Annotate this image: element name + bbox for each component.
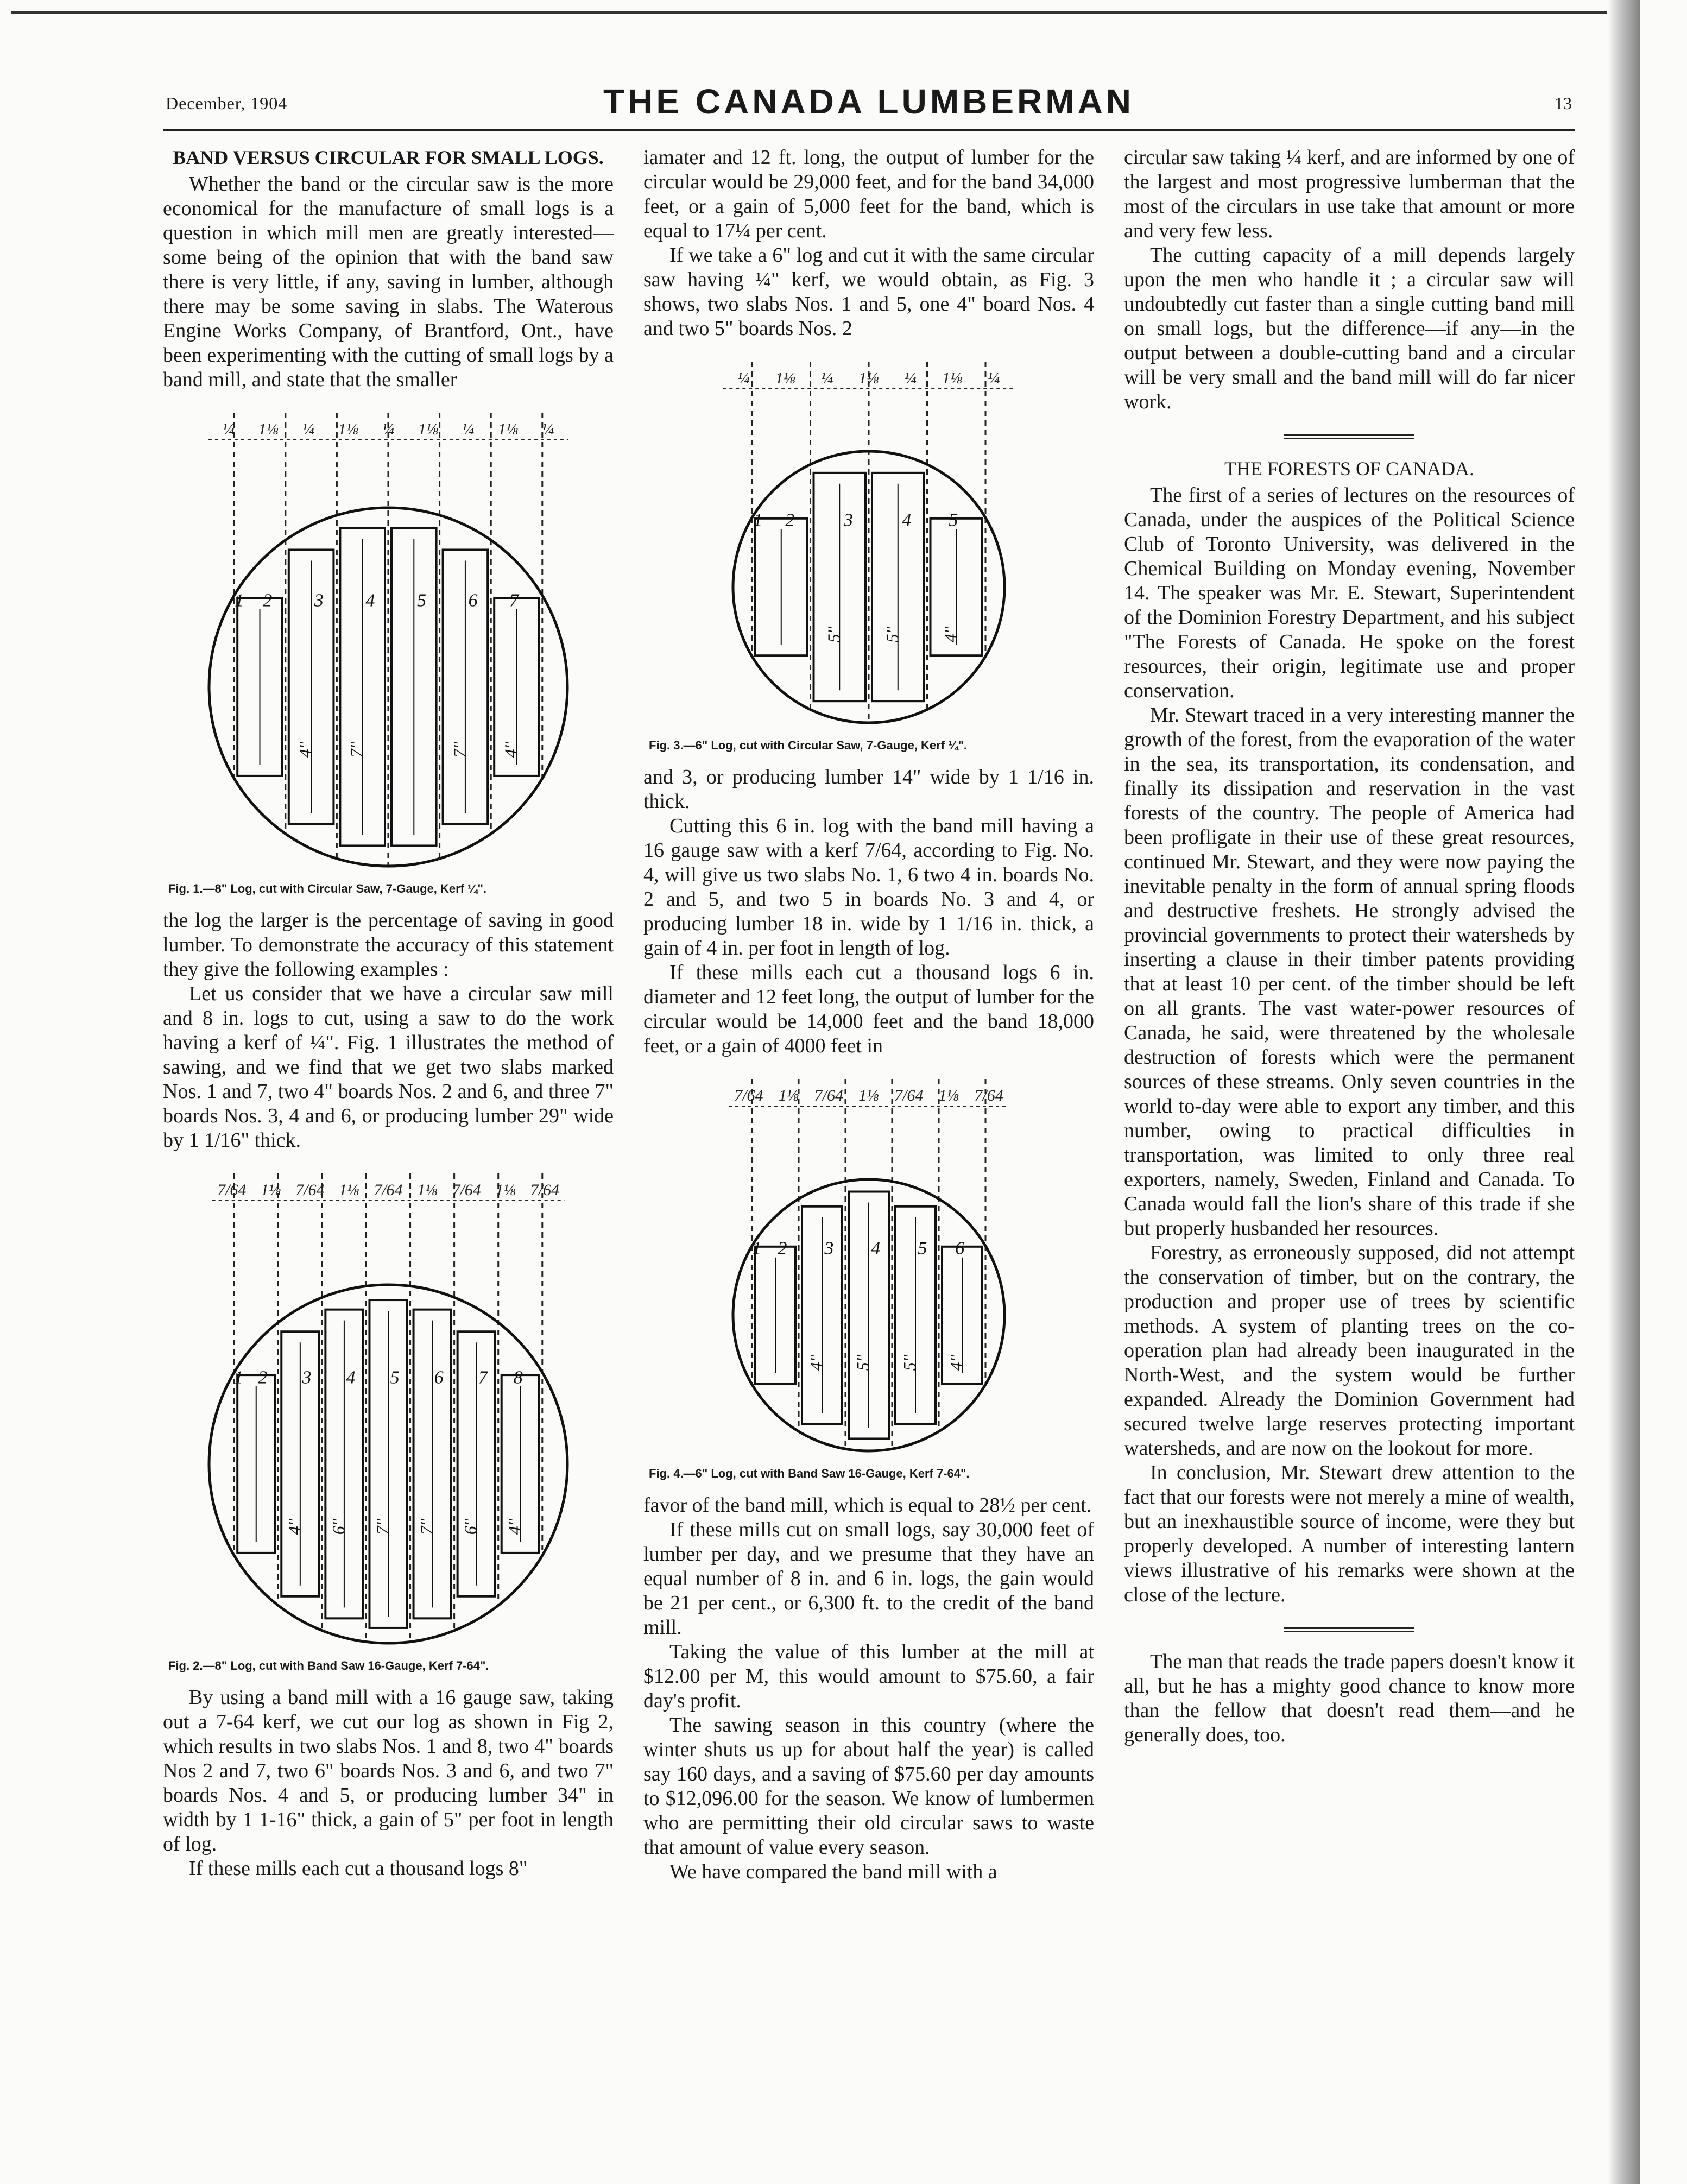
dimension-label: ¼ (542, 420, 554, 438)
dimension-label: ¼ (222, 420, 235, 438)
board-number: 2 (778, 1238, 787, 1259)
board-width-label: 7" (449, 741, 469, 758)
section-separator (1284, 434, 1414, 439)
dimension-label: 7/64 (217, 1181, 247, 1199)
board-number: 5 (390, 1367, 400, 1388)
paragraph: The first of a series of lectures on the resources of Canada, under the auspices of the Political Science Club of Toronto University, was delivered in the Chemical Building on Monday evening, November 14. The speaker was Mr. E. Stewart, Superintendent of the Dominion Forestry Department, and his subject "The Forests of Canada. He spoke on the forest resources, their origin, legitimate use and proper conservation. (1124, 484, 1575, 702)
figure-1 (163, 402, 614, 901)
board-width-label: 4" (501, 741, 521, 758)
board-number: 8 (513, 1367, 523, 1388)
board-number: 4 (365, 590, 375, 611)
figure-caption: Fig. 4.—6" Log, cut with Band Saw 16-Gauge, Kerf 7-64". (649, 1467, 970, 1480)
dimension-label: ¼ (904, 369, 917, 387)
paragraph: Let us consider that we have a circular saw mill and 8 in. logs to cut, using a saw to do the work having a kerf of ¼". Fig. 1 illustrates the method of sawing, and we find that we get two slabs marked Nos. 1 and 7, two 4" boards Nos. 2 and 6, and three 7" boards Nos. 3, 4 and 6, or producing lumber 29" wide by 1 1/16" thick. (163, 982, 614, 1152)
column-1 (163, 146, 614, 1881)
dimension-label: 7/64 (452, 1181, 481, 1199)
board-width-label: 4" (940, 626, 961, 643)
fig1-log-diagram (163, 402, 614, 874)
board-number: 1 (233, 1367, 243, 1388)
board-width-label: 7" (372, 1518, 392, 1535)
figure-2 (163, 1163, 614, 1678)
fig4-log-diagram (643, 1068, 1094, 1459)
dimension-label: 1⅛ (942, 369, 963, 387)
dimension-label: 1⅛ (339, 1181, 359, 1199)
header-rule (163, 129, 1575, 131)
dimension-label: ¼ (820, 369, 833, 387)
board-number: 3 (824, 1238, 834, 1259)
dimension-label: ¼ (302, 420, 315, 438)
dimension-label: 7/64 (530, 1181, 559, 1199)
board-width-label: 4" (806, 1354, 826, 1371)
paragraph: The sawing season in this country (where the winter shuts us up for about half the year) is called say 160 days, and a saving of $75.60 per day amounts to $12,096.00 for the season. We know of lumbermen who are permitting their old circular saws to waste that amount of value every season. (643, 1714, 1094, 1859)
board-width-label: 4" (295, 741, 315, 758)
paragraph: The cutting capacity of a mill depends largely upon the men who handle it ; a circular saw will undoubtedly cut faster than a single cutting band mill on small logs, but the difference—if any—in the output between a double-cutting band and a circular will be very small and the band mill will do far nicer work. (1124, 244, 1575, 413)
board-number: 4 (871, 1238, 881, 1259)
figure-caption: Fig. 2.—8" Log, cut with Band Saw 16-Gauge, Kerf 7-64". (168, 1659, 489, 1672)
board-number: 3 (302, 1367, 312, 1388)
board-number: 1 (752, 1238, 762, 1259)
dimension-label: 1⅛ (858, 369, 879, 387)
paragraph: We have compared the band mill with a (669, 1860, 997, 1883)
dimension-label: 1⅛ (417, 1181, 438, 1199)
paragraph: and 3, or producing lumber 14" wide by 1 1/16 in. thick. (643, 766, 1094, 813)
dimension-label: 1⅛ (338, 420, 359, 438)
dimension-label: 1⅛ (418, 420, 439, 438)
paragraph: By using a band mill with a 16 gauge saw, taking out a 7-64 kerf, we cut our log as shown in Fig 2, which results in two slabs Nos. 1 and 8, two 4" boards Nos 2 and 7, two 6" boards Nos. 3 and 6, and two 7" boards Nos. 4 and 5, or producing lumber 34" in width by 1 1-16" thick, a gain of 5" per foot in length of log. (163, 1686, 614, 1855)
board-number: 1 (753, 510, 763, 531)
dimension-label: 7/64 (974, 1087, 1003, 1104)
figure-caption: Fig. 3.—6" Log, cut with Circular Saw, 7-Gauge, Kerf ¼". (649, 738, 968, 752)
paragraph: In conclusion, Mr. Stewart drew attention to the fact that our forests were not merely a mine of wealth, but an inexhaustible source of income, were they but properly developed. A number of interesting lantern views illustrative of his remarks were shown at the close of the lecture. (1124, 1461, 1575, 1606)
board-width-label: 4" (284, 1518, 304, 1535)
board-number: 5 (949, 510, 958, 531)
dimension-label: 7/64 (295, 1181, 325, 1199)
column-3 (1124, 146, 1575, 1747)
board-number: 2 (258, 1367, 268, 1388)
dimension-label: 1⅛ (497, 420, 519, 438)
figure-caption: Fig. 1.—8" Log, cut with Circular Saw, 7-Gauge, Kerf ¼". (168, 882, 487, 895)
board-number: 5 (918, 1238, 927, 1259)
page-number: 13 (1555, 93, 1572, 113)
paragraph: Mr. Stewart traced in a very interesting manner the growth of the forest, from the evaporation of the water in the sea, its transportation, its condensation, and finally its dissipation and reservation in the vast forests of the country. The people of America had been profligate in their use of these great resources, continued Mr. Stewart, and they were now paying the inevitable penalty in the form of annual spring floods and destructive freshets. He strongly advised the provincial governments to protect their watersheds by inserting a clause in their timber patents providing that at least 10 per cent. of the timber should be left on all grants. The vast water-power resources of Canada, he said, were threatened by the wholesale destruction of forests which were the permanent sources of these streams. Only seven countries in the world to-day were able to export any timber, and this number, owing to practical difficulties in transportation, was limited to only three real exporters, namely, Sweden, Finland and Canada. To Canada would fall the lion's share of this trade if she but properly husbanded her resources. (1124, 704, 1575, 1240)
paragraph: If these mills each cut a thousand logs 6 in. diameter and 12 feet long, the output of lumber for the circular would be 14,000 feet and the band 18,000 feet, or a gain of 4000 feet in (643, 961, 1094, 1057)
board-number: 4 (902, 510, 912, 531)
figure-3 (643, 351, 1094, 758)
filler-paragraph: The man that reads the trade papers doesn't know it all, but he has a mighty good chance to know more than the fellow that doesn't read them—and he generally does, too. (1124, 1650, 1575, 1746)
page-header (166, 81, 1572, 125)
board-width-label: 5" (882, 626, 902, 643)
board-number: 6 (434, 1367, 444, 1388)
board-number: 5 (416, 590, 426, 611)
masthead-title: THE CANADA LUMBERMAN (603, 82, 1134, 121)
article-heading-band-vs-circular: BAND VERSUS CIRCULAR FOR SMALL LOGS. (173, 147, 604, 168)
board-number: 7 (478, 1367, 488, 1388)
dimension-label: ¼ (382, 420, 395, 438)
board-number: 2 (785, 510, 795, 531)
top-border-line (11, 11, 1607, 14)
board-width-label: 4" (504, 1518, 525, 1535)
paragraph: If these mills each cut a thousand logs 8" (189, 1857, 528, 1880)
paragraph: Whether the band or the circular saw is the more economical for the manufacture of small logs is a question in which mill men are greatly interested—some being of the opinion that with the band saw there is very little, if any, saving in lumber, although there may be some saving in slabs. The Waterous Engine Works Company, of Brantford, Ont., have been experimenting with the cutting of small logs by a band mill, and state that the smaller (163, 173, 614, 391)
dimension-label: 7/64 (814, 1087, 843, 1104)
fig2-log-diagram (163, 1163, 614, 1651)
figure-4 (643, 1068, 1094, 1486)
dimension-label: 7/64 (734, 1087, 763, 1104)
board-width-label: 5" (853, 1354, 873, 1371)
scan-edge-shadow (1607, 0, 1640, 2184)
fig3-log-diagram (643, 351, 1094, 731)
board-number: 1 (235, 590, 244, 611)
board-number: 6 (955, 1238, 965, 1259)
dimension-label: ¼ (988, 369, 1000, 387)
board-number: 2 (263, 590, 273, 611)
dimension-label: 1⅛ (858, 1087, 879, 1104)
board-width-label: 4" (946, 1354, 966, 1371)
dimension-label: 1⅛ (775, 369, 796, 387)
paragraph: iamater and 12 ft. long, the output of lumber for the circular would be 29,000 feet, and for the band 34,000 feet, or a gain of 5,000 feet for the band, which is equal to 17¼ per cent. (643, 146, 1094, 242)
board-width-label: 5" (824, 626, 844, 643)
board-width-label: 7" (416, 1518, 437, 1535)
paragraph: Cutting this 6 in. log with the band mill having a 16 gauge saw with a kerf 7/64, according to Fig. No. 4, will give us two slabs No. 1, 6 two 4 in. boards No. 2 and 5, and two 5 in boards No. 3 and 4, or producing lumber 18 in. wide by 1 1/16 in. thick, a gain of 4 in. per foot in length of log. (643, 815, 1094, 960)
dimension-label: ¼ (462, 420, 475, 438)
paragraph: Taking the value of this lumber at the mill at $12.00 per M, this would amount to $75.60, a fair day's profit. (643, 1640, 1094, 1712)
section-separator (1284, 1627, 1414, 1632)
dimension-label: 1⅛ (261, 1181, 281, 1199)
article-heading-forests-of-canada: THE FORESTS OF CANADA. (1224, 458, 1475, 479)
paragraph: If these mills cut on small logs, say 30,000 feet of lumber per day, and we presume that they have an equal number of 8 in. and 6 in. logs, the gain would be 21 per cent., or 6,300 ft. to the credit of the band mill. (643, 1518, 1094, 1639)
board-number: 7 (509, 590, 519, 611)
board-number: 4 (346, 1367, 356, 1388)
dimension-label: ¼ (737, 369, 750, 387)
paragraph: circular saw taking ¼ kerf, and are informed by one of the largest and most progressive lumberman that the most of the circulars in use take that amount or more and very few less. (1124, 146, 1575, 242)
paragraph: favor of the band mill, which is equal to 28½ per cent. (643, 1494, 1092, 1517)
paragraph: Forestry, as erroneously supposed, did not attempt the conservation of timber, but on the contrary, the production and proper use of trees by scientific methods. A system of planting trees on the co-operation plan had already been inaugurated in the North-West, and the system would be further expanded. Already the Dominion Government had secured twelve large reserves protecting important watersheds, and are now on the lookout for more. (1124, 1241, 1575, 1460)
board-width-label: 6" (460, 1518, 481, 1535)
board-number: 6 (468, 590, 478, 611)
paragraph: If we take a 6" log and cut it with the same circular saw having ¼" kerf, we would obtain, as Fig. 3 shows, two slabs Nos. 1 and 5, one 4" board Nos. 4 and two 5" boards Nos. 2 (643, 244, 1094, 340)
board-number: 3 (843, 510, 853, 531)
issue-date: December, 1904 (166, 93, 288, 113)
dimension-label: 7/64 (894, 1087, 924, 1104)
dimension-label: 1⅛ (938, 1087, 959, 1104)
board-width-label: 6" (328, 1518, 348, 1535)
paragraph: the log the larger is the percentage of saving in good lumber. To demonstrate the accuracy of this statement they give the following examples : (163, 909, 614, 981)
column-2 (643, 146, 1094, 1884)
dimension-label: 1⅛ (495, 1181, 516, 1199)
dimension-label: 1⅛ (258, 420, 279, 438)
board-width-label: 5" (900, 1354, 919, 1371)
dimension-label: 7/64 (374, 1181, 403, 1199)
dimension-label: 1⅛ (778, 1087, 799, 1104)
board-width-label: 7" (346, 741, 367, 758)
board-number: 3 (314, 590, 324, 611)
